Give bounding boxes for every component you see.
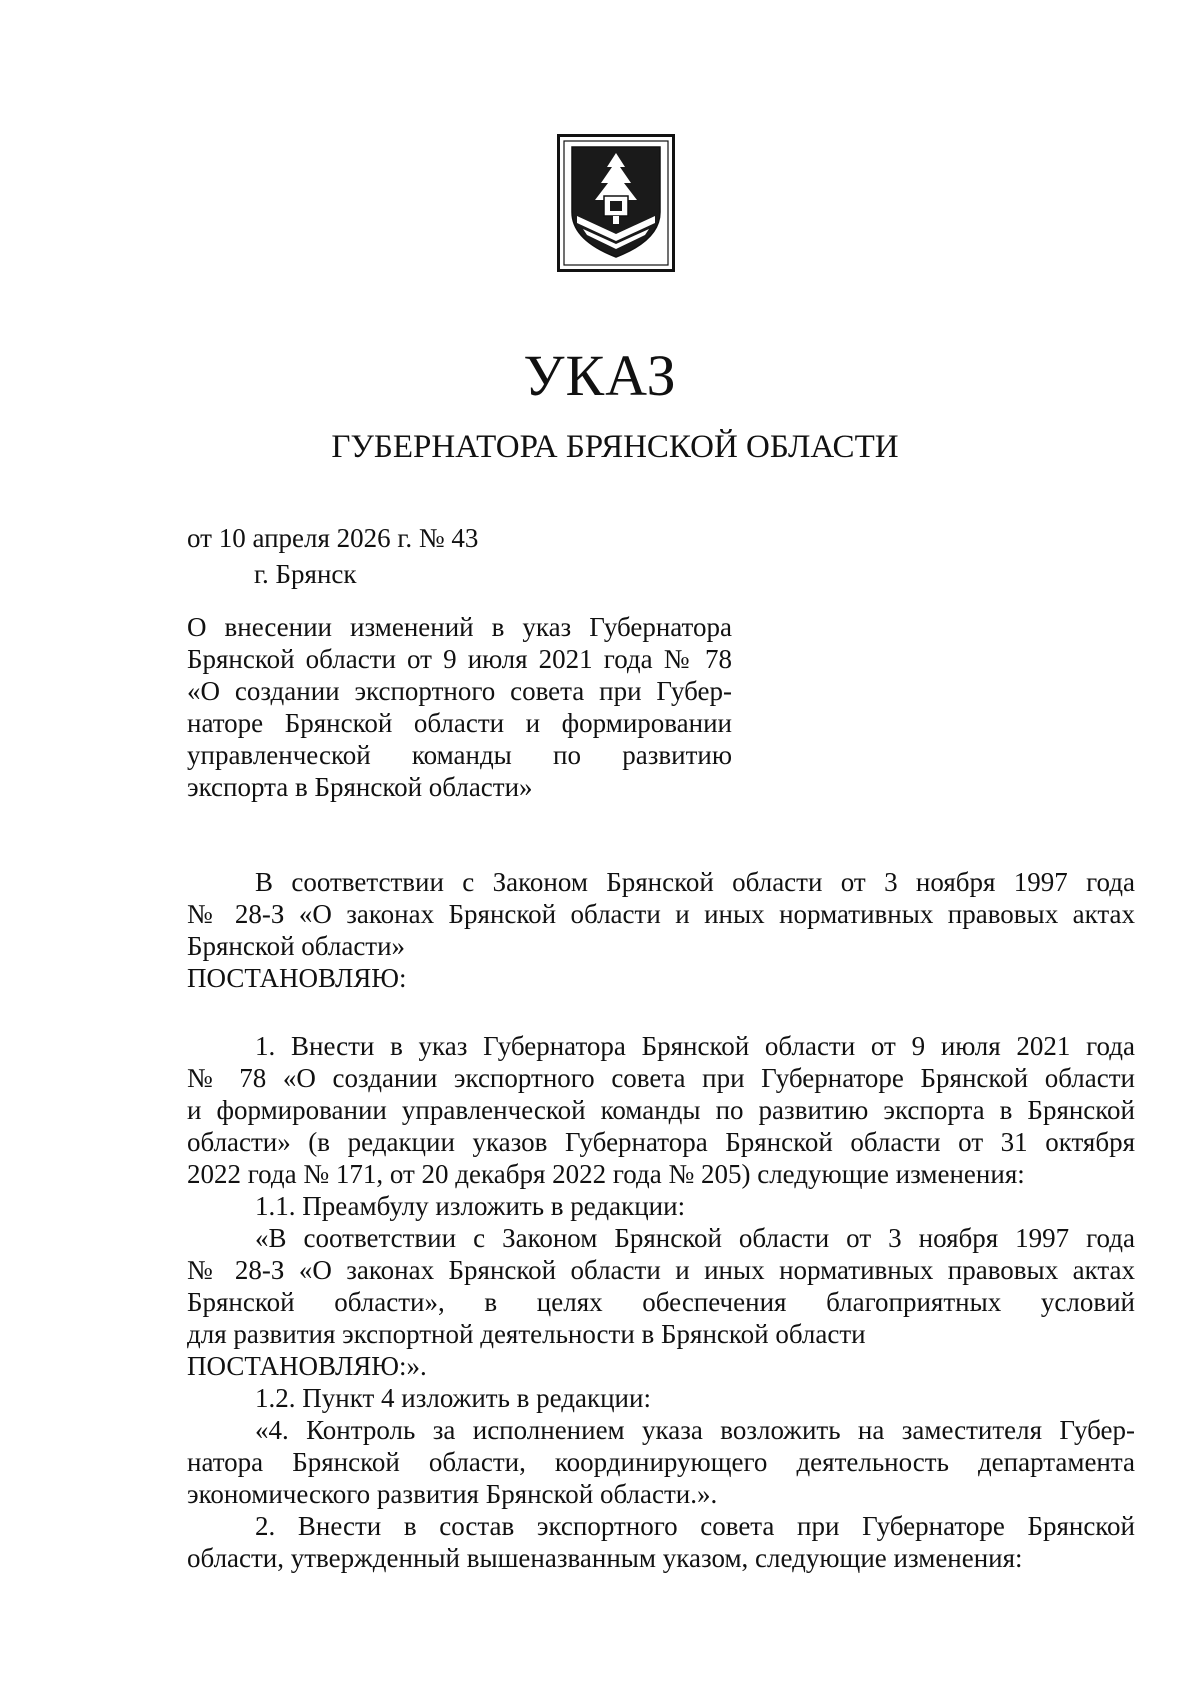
paragraph-1-2 xyxy=(187,1382,1135,1510)
document-subtitle: ГУБЕРНАТОРА БРЯНСКОЙ ОБЛАСТИ xyxy=(331,429,899,465)
document-body xyxy=(187,866,1135,1574)
document-heading xyxy=(187,611,732,803)
document-title: УКАЗ xyxy=(523,343,677,408)
heading-line: управленческой команды по развитию xyxy=(187,740,732,770)
body-line: натора Брянской области, координирующего деятельность департамента xyxy=(187,1447,1135,1477)
body-line: № 78 «О создании экспортного совета при Губернаторе Брянской области xyxy=(187,1063,1135,1093)
heading-line: наторе Брянской области и формировании xyxy=(187,708,732,738)
body-line: № 28-З «О законах Брянской области и иных нормативных правовых актах xyxy=(187,1255,1135,1285)
body-line: Брянской области», в целях обеспечения благоприятных условий xyxy=(187,1287,1135,1317)
heading-line: О внесении изменений в указ Губернатора xyxy=(187,612,732,642)
document-city: г. Брянск xyxy=(254,559,357,589)
body-line: 1.1. Преамбулу изложить в редакции: xyxy=(255,1191,686,1221)
heading-line: экспорта в Брянской области» xyxy=(187,772,533,802)
body-line: 2. Внести в состав экспортного совета при Губернаторе Брянской xyxy=(255,1511,1135,1541)
body-line: 1.2. Пункт 4 изложить в редакции: xyxy=(255,1383,651,1413)
decree-word: ПОСТАНОВЛЯЮ: xyxy=(187,963,407,993)
body-line: Брянской области» xyxy=(187,931,406,961)
body-line: 1. Внести в указ Губернатора Брянской области от 9 июля 2021 года xyxy=(255,1031,1135,1061)
body-line: области» (в редакции указов Губернатора Брянской области от 31 октября xyxy=(187,1127,1135,1157)
heading-line: Брянской области от 9 июля 2021 года № 78 xyxy=(187,644,732,674)
coat-of-arms-icon xyxy=(557,134,675,272)
body-line: «В соответствии с Законом Брянской области от 3 ноября 1997 года xyxy=(255,1223,1135,1253)
heading-line: «О создании экспортного совета при Губер- xyxy=(187,676,732,706)
body-line: № 28-З «О законах Брянской области и иных нормативных правовых актах xyxy=(187,899,1135,929)
document-date-number: от 10 апреля 2026 г. № 43 xyxy=(187,523,479,553)
body-line: В соответствии с Законом Брянской области от 3 ноября 1997 года xyxy=(255,867,1135,897)
body-line: области, утвержденный вышеназванным указом, следующие изменения: xyxy=(187,1543,1023,1573)
paragraph-1-1 xyxy=(187,1190,1135,1382)
body-line: 2022 года № 171, от 20 декабря 2022 года № 205) следующие изменения: xyxy=(187,1159,1025,1189)
body-line: ПОСТАНОВЛЯЮ:». xyxy=(187,1351,427,1381)
paragraph-1 xyxy=(187,1030,1135,1190)
body-line: «4. Контроль за исполнением указа возложить на заместителя Губер- xyxy=(255,1415,1135,1445)
paragraph-2 xyxy=(187,1510,1135,1574)
body-line: для развития экспортной деятельности в Брянской области xyxy=(187,1319,866,1349)
preamble-paragraph xyxy=(187,866,1135,994)
body-line: и формировании управленческой команды по развитию экспорта в Брянской xyxy=(187,1095,1135,1125)
body-line: экономического развития Брянской области.». xyxy=(187,1479,718,1509)
